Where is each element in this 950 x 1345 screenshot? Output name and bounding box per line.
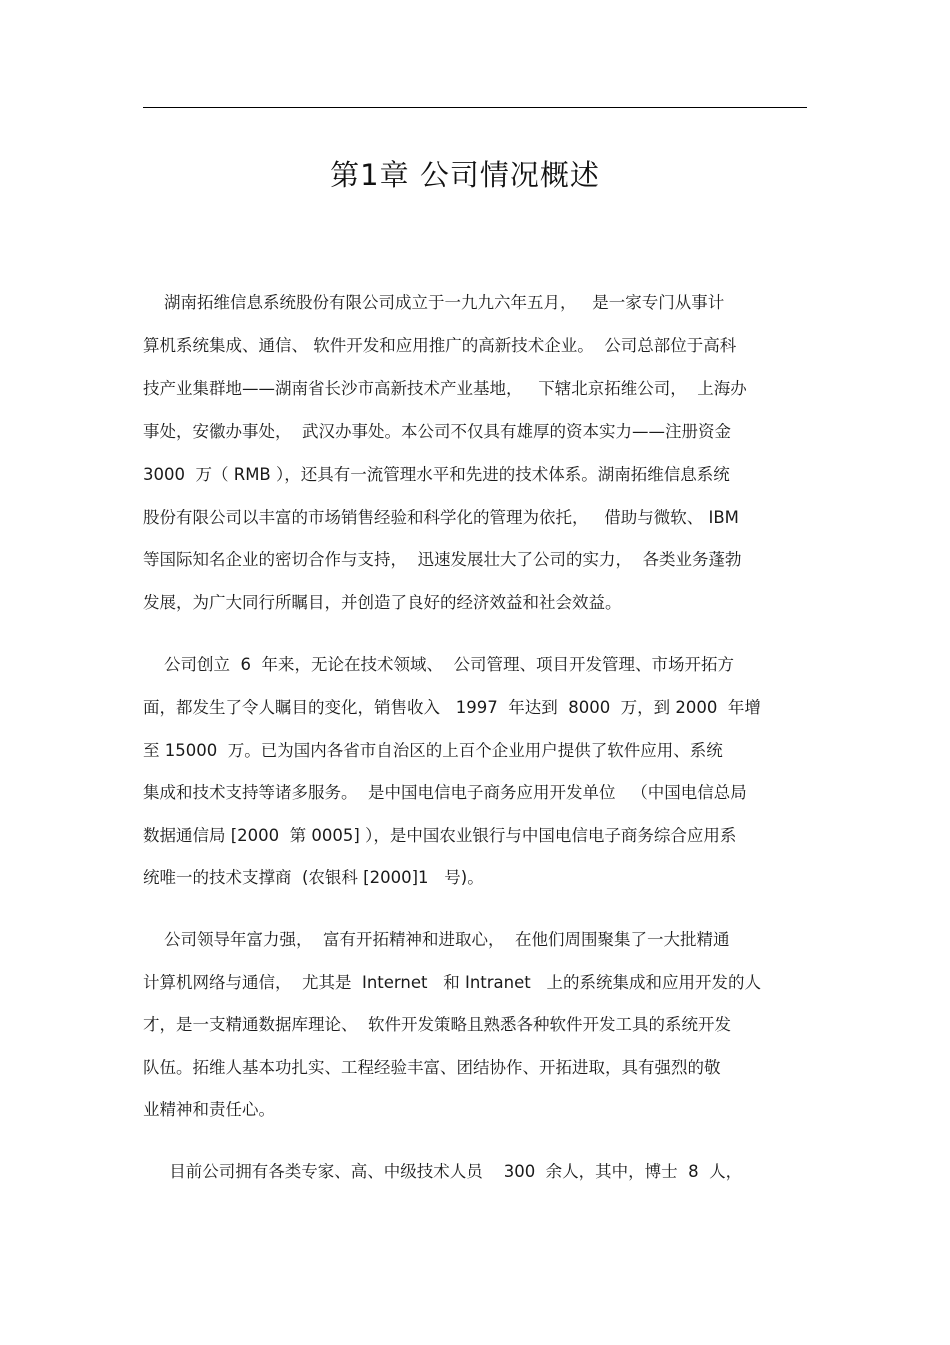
paragraph-1-line-5: 3000 万（ RMB ），还具有一流管理水平和先进的技术体系。湖南拓维信息系统 [143,465,730,484]
paragraph-3-line-2: 计算机网络与通信， 尤其是 Internet 和 Intranet 上的系统集成和应用开发的人 [143,973,761,992]
paragraph-1-line-4: 事处，安徽办事处， 武汉办事处。本公司不仅具有雄厚的资本实力——注册资金 [143,422,731,441]
paragraph-2-line-2: 面，都发生了令人瞩目的变化，销售收入 1997 年达到 8000 万，到 2000 年增 [143,698,761,717]
paragraph-1-line-2: 算机系统集成、通信、 软件开发和应用推广的高新技术企业。 公司总部位于高科 [143,336,737,355]
paragraph-1-line-8: 发展，为广大同行所瞩目，并创造了良好的经济效益和社会效益。 [143,593,622,612]
paragraph-2-line-5: 数据通信局 [2000 第 0005] ），是中国农业银行与中国电信电子商务综合应用系 [143,826,737,845]
paragraph-2-line-6: 统唯一的技术支撑商 (农银科 [2000]1 号)。 [143,868,484,887]
paragraph-1-line-1: 湖南拓维信息系统股份有限公司成立于一九九六年五月， 是一家专门从事计 [143,293,725,312]
paragraph-2-line-4: 集成和技术支持等诸多服务。 是中国电信电子商务应用开发单位 （中国电信总局 [143,783,747,802]
paragraph-1-line-6: 股份有限公司以丰富的市场销售经验和科学化的管理为依托， 借助与微软、 IBM [143,508,739,527]
paragraph-3-line-3: 才，是一支精通数据库理论、 软件开发策略且熟悉各种软件开发工具的系统开发 [143,1015,731,1034]
paragraph-1-line-3: 技产业集群地——湖南省长沙市高新技术产业基地， 下辖北京拓维公司， 上海办 [143,379,747,398]
paragraph-3-line-5: 业精神和责任心。 [143,1100,275,1119]
paragraph-4-line-1: 目前公司拥有各类专家、高、中级技术人员 300 余人，其中，博士 8 人， [143,1162,743,1181]
paragraph-2-line-3: 至 15000 万。已为国内各省市自治区的上百个企业用户提供了软件应用、系统 [143,741,723,760]
paragraph-2-line-1: 公司创立 6 年来，无论在技术领域、 公司管理、项目开发管理、市场开拓方 [143,655,734,674]
chapter-title: 第1章 公司情况概述 [330,158,600,192]
paragraph-3-line-1: 公司领导年富力强， 富有开拓精神和进取心， 在他们周围聚集了一大批精通 [143,930,730,949]
paragraph-3-line-4: 队伍。拓维人基本功扎实、工程经验丰富、团结协作、开拓进取，具有强烈的敬 [143,1058,721,1077]
paragraph-1-line-7: 等国际知名企业的密切合作与支持， 迅速发展壮大了公司的实力， 各类业务蓬勃 [143,550,742,569]
header-rule [143,107,807,108]
